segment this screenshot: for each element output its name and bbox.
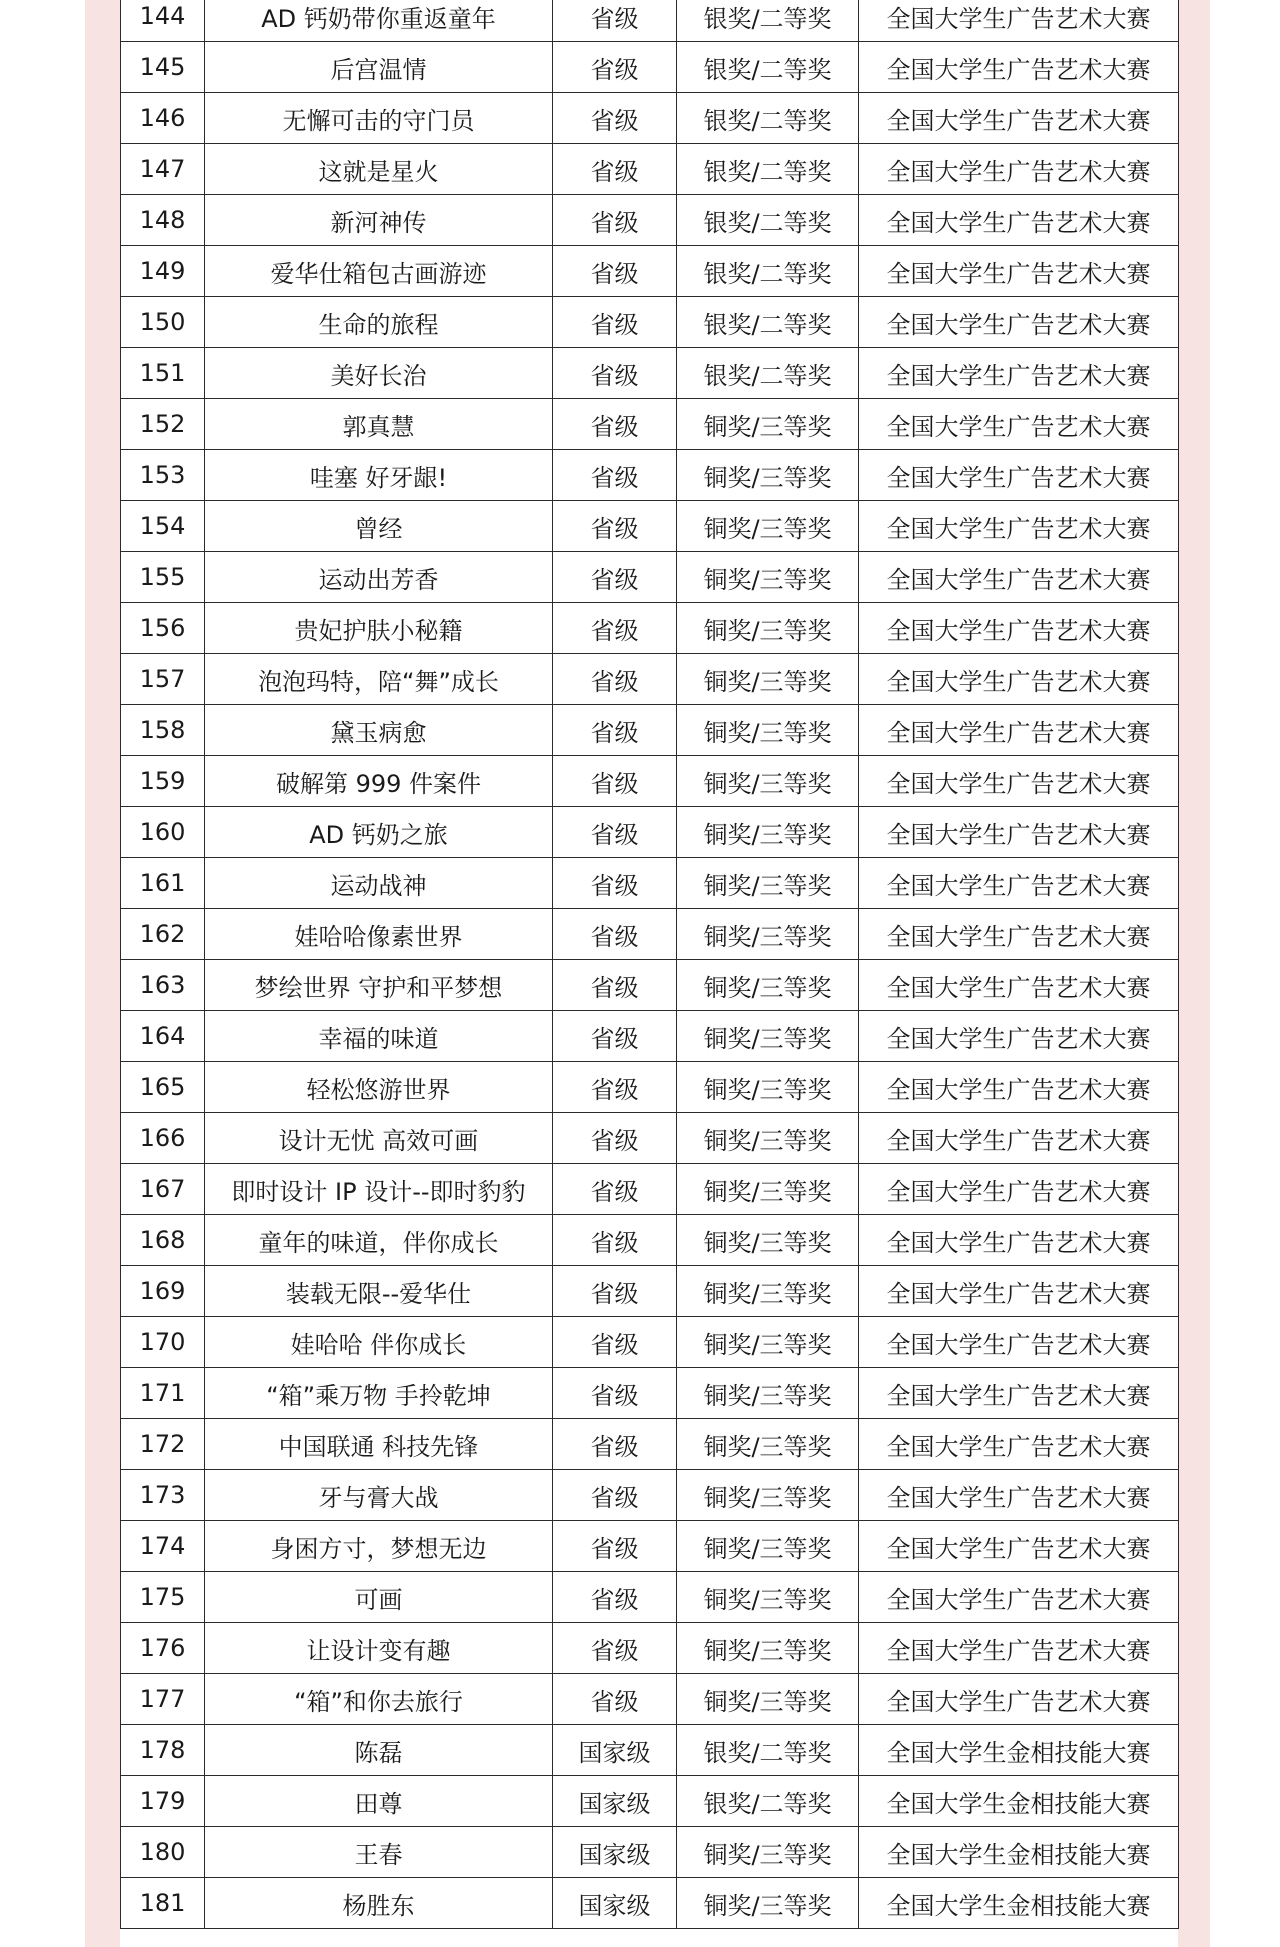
competition-cell: 全国大学生广告艺术大赛: [859, 1572, 1179, 1623]
competition-cell: 全国大学生广告艺术大赛: [859, 1011, 1179, 1062]
table-row: [121, 909, 1179, 960]
award-cell: 铜奖/三等奖: [677, 960, 859, 1011]
row-number-cell: 175: [121, 1572, 205, 1623]
level-cell: 省级: [553, 1419, 677, 1470]
competition-cell: 全国大学生广告艺术大赛: [859, 42, 1179, 93]
row-number-cell: 181: [121, 1878, 205, 1929]
table-row: [121, 1674, 1179, 1725]
competition-cell: 全国大学生广告艺术大赛: [859, 1368, 1179, 1419]
level-cell: 省级: [553, 654, 677, 705]
competition-cell: 全国大学生广告艺术大赛: [859, 93, 1179, 144]
award-cell: 银奖/二等奖: [677, 93, 859, 144]
level-cell: 省级: [553, 399, 677, 450]
work-title-cell: 童年的味道，伴你成长: [205, 1215, 553, 1266]
page-background: [85, 0, 1210, 1947]
awards-table: [120, 0, 1179, 1929]
work-title-cell: 设计无忧 高效可画: [205, 1113, 553, 1164]
award-cell: 铜奖/三等奖: [677, 756, 859, 807]
work-title-cell: 新河神传: [205, 195, 553, 246]
level-cell: 省级: [553, 603, 677, 654]
table-row: [121, 1215, 1179, 1266]
work-title-cell: “箱”乘万物 手拎乾坤: [205, 1368, 553, 1419]
table-row: [121, 42, 1179, 93]
competition-cell: 全国大学生广告艺术大赛: [859, 144, 1179, 195]
level-cell: 省级: [553, 756, 677, 807]
level-cell: 省级: [553, 144, 677, 195]
award-cell: 银奖/二等奖: [677, 144, 859, 195]
row-number-cell: 155: [121, 552, 205, 603]
competition-cell: 全国大学生广告艺术大赛: [859, 1521, 1179, 1572]
competition-cell: 全国大学生广告艺术大赛: [859, 909, 1179, 960]
row-number-cell: 163: [121, 960, 205, 1011]
row-number-cell: 177: [121, 1674, 205, 1725]
work-title-cell: 娃哈哈 伴你成长: [205, 1317, 553, 1368]
row-number-cell: 166: [121, 1113, 205, 1164]
table-row: [121, 348, 1179, 399]
table-row: [121, 603, 1179, 654]
work-title-cell: 陈磊: [205, 1725, 553, 1776]
table-row: [121, 297, 1179, 348]
competition-cell: 全国大学生广告艺术大赛: [859, 450, 1179, 501]
award-cell: 铜奖/三等奖: [677, 705, 859, 756]
level-cell: 省级: [553, 246, 677, 297]
competition-cell: 全国大学生广告艺术大赛: [859, 807, 1179, 858]
work-title-cell: 黛玉病愈: [205, 705, 553, 756]
row-number-cell: 174: [121, 1521, 205, 1572]
row-number-cell: 149: [121, 246, 205, 297]
award-cell: 铜奖/三等奖: [677, 552, 859, 603]
row-number-cell: 176: [121, 1623, 205, 1674]
competition-cell: 全国大学生广告艺术大赛: [859, 756, 1179, 807]
table-row: [121, 1011, 1179, 1062]
competition-cell: 全国大学生金相技能大赛: [859, 1725, 1179, 1776]
table-row: [121, 1113, 1179, 1164]
table-row: [121, 144, 1179, 195]
table-row: [121, 399, 1179, 450]
award-cell: 铜奖/三等奖: [677, 1623, 859, 1674]
table-row: [121, 1368, 1179, 1419]
table-row: [121, 1878, 1179, 1929]
row-number-cell: 170: [121, 1317, 205, 1368]
level-cell: 省级: [553, 1623, 677, 1674]
row-number-cell: 167: [121, 1164, 205, 1215]
award-cell: 铜奖/三等奖: [677, 1878, 859, 1929]
award-cell: 铜奖/三等奖: [677, 399, 859, 450]
work-title-cell: 装载无限--爱华仕: [205, 1266, 553, 1317]
work-title-cell: 中国联通 科技先锋: [205, 1419, 553, 1470]
award-cell: 银奖/二等奖: [677, 1776, 859, 1827]
work-title-cell: 娃哈哈像素世界: [205, 909, 553, 960]
award-cell: 铜奖/三等奖: [677, 1470, 859, 1521]
work-title-cell: 杨胜东: [205, 1878, 553, 1929]
table-row: [121, 1164, 1179, 1215]
table-row: [121, 1572, 1179, 1623]
competition-cell: 全国大学生广告艺术大赛: [859, 195, 1179, 246]
level-cell: 省级: [553, 1164, 677, 1215]
table-row: [121, 1266, 1179, 1317]
level-cell: 省级: [553, 1062, 677, 1113]
award-cell: 铜奖/三等奖: [677, 1368, 859, 1419]
competition-cell: 全国大学生广告艺术大赛: [859, 0, 1179, 42]
competition-cell: 全国大学生广告艺术大赛: [859, 1164, 1179, 1215]
competition-cell: 全国大学生广告艺术大赛: [859, 1419, 1179, 1470]
table-row: [121, 858, 1179, 909]
level-cell: 省级: [553, 348, 677, 399]
row-number-cell: 164: [121, 1011, 205, 1062]
row-number-cell: 147: [121, 144, 205, 195]
award-cell: 银奖/二等奖: [677, 195, 859, 246]
work-title-cell: 梦绘世界 守护和平梦想: [205, 960, 553, 1011]
work-title-cell: 哇塞 好牙龈!: [205, 450, 553, 501]
row-number-cell: 154: [121, 501, 205, 552]
award-cell: 铜奖/三等奖: [677, 1062, 859, 1113]
competition-cell: 全国大学生广告艺术大赛: [859, 1674, 1179, 1725]
work-title-cell: 后宫温情: [205, 42, 553, 93]
table-row: [121, 0, 1179, 42]
row-number-cell: 152: [121, 399, 205, 450]
award-cell: 银奖/二等奖: [677, 246, 859, 297]
level-cell: 省级: [553, 195, 677, 246]
table-row: [121, 450, 1179, 501]
work-title-cell: 让设计变有趣: [205, 1623, 553, 1674]
level-cell: 省级: [553, 297, 677, 348]
level-cell: 省级: [553, 501, 677, 552]
work-title-cell: 身困方寸，梦想无边: [205, 1521, 553, 1572]
award-cell: 银奖/二等奖: [677, 0, 859, 42]
award-cell: 铜奖/三等奖: [677, 654, 859, 705]
work-title-cell: 爱华仕箱包古画游迹: [205, 246, 553, 297]
awards-table-body: [121, 0, 1179, 1929]
competition-cell: 全国大学生广告艺术大赛: [859, 1623, 1179, 1674]
competition-cell: 全国大学生广告艺术大赛: [859, 603, 1179, 654]
row-number-cell: 165: [121, 1062, 205, 1113]
competition-cell: 全国大学生广告艺术大赛: [859, 1215, 1179, 1266]
level-cell: 省级: [553, 93, 677, 144]
row-number-cell: 159: [121, 756, 205, 807]
row-number-cell: 156: [121, 603, 205, 654]
work-title-cell: 破解第 999 件案件: [205, 756, 553, 807]
award-cell: 银奖/二等奖: [677, 348, 859, 399]
work-title-cell: 轻松悠游世界: [205, 1062, 553, 1113]
award-cell: 铜奖/三等奖: [677, 1572, 859, 1623]
work-title-cell: “箱”和你去旅行: [205, 1674, 553, 1725]
row-number-cell: 146: [121, 93, 205, 144]
table-row: [121, 1419, 1179, 1470]
table-row: [121, 1470, 1179, 1521]
level-cell: 省级: [553, 1521, 677, 1572]
competition-cell: 全国大学生金相技能大赛: [859, 1878, 1179, 1929]
row-number-cell: 144: [121, 0, 205, 42]
award-cell: 铜奖/三等奖: [677, 1266, 859, 1317]
competition-cell: 全国大学生广告艺术大赛: [859, 858, 1179, 909]
award-cell: 铜奖/三等奖: [677, 1521, 859, 1572]
table-row: [121, 1521, 1179, 1572]
competition-cell: 全国大学生广告艺术大赛: [859, 1470, 1179, 1521]
row-number-cell: 158: [121, 705, 205, 756]
work-title-cell: 郭真慧: [205, 399, 553, 450]
table-row: [121, 1317, 1179, 1368]
table-row: [121, 1623, 1179, 1674]
work-title-cell: 可画: [205, 1572, 553, 1623]
row-number-cell: 157: [121, 654, 205, 705]
table-row: [121, 1827, 1179, 1878]
row-number-cell: 178: [121, 1725, 205, 1776]
row-number-cell: 161: [121, 858, 205, 909]
level-cell: 省级: [553, 450, 677, 501]
work-title-cell: 美好长治: [205, 348, 553, 399]
table-row: [121, 654, 1179, 705]
work-title-cell: 运动出芳香: [205, 552, 553, 603]
level-cell: 省级: [553, 1011, 677, 1062]
award-cell: 铜奖/三等奖: [677, 1827, 859, 1878]
row-number-cell: 160: [121, 807, 205, 858]
work-title-cell: 牙与膏大战: [205, 1470, 553, 1521]
level-cell: 省级: [553, 1317, 677, 1368]
award-cell: 铜奖/三等奖: [677, 1317, 859, 1368]
level-cell: 省级: [553, 1368, 677, 1419]
level-cell: 省级: [553, 807, 677, 858]
competition-cell: 全国大学生广告艺术大赛: [859, 1266, 1179, 1317]
award-cell: 铜奖/三等奖: [677, 909, 859, 960]
award-cell: 铜奖/三等奖: [677, 807, 859, 858]
table-row: [121, 1776, 1179, 1827]
work-title-cell: 王春: [205, 1827, 553, 1878]
table-row: [121, 246, 1179, 297]
level-cell: 省级: [553, 552, 677, 603]
level-cell: 省级: [553, 960, 677, 1011]
award-cell: 银奖/二等奖: [677, 42, 859, 93]
table-row: [121, 960, 1179, 1011]
competition-cell: 全国大学生广告艺术大赛: [859, 1113, 1179, 1164]
level-cell: 国家级: [553, 1827, 677, 1878]
level-cell: 国家级: [553, 1776, 677, 1827]
level-cell: 省级: [553, 0, 677, 42]
row-number-cell: 172: [121, 1419, 205, 1470]
document-sheet: [120, 0, 1178, 1947]
award-cell: 铜奖/三等奖: [677, 1011, 859, 1062]
row-number-cell: 153: [121, 450, 205, 501]
work-title-cell: 这就是星火: [205, 144, 553, 195]
row-number-cell: 169: [121, 1266, 205, 1317]
row-number-cell: 145: [121, 42, 205, 93]
competition-cell: 全国大学生广告艺术大赛: [859, 654, 1179, 705]
level-cell: 省级: [553, 1470, 677, 1521]
award-cell: 铜奖/三等奖: [677, 603, 859, 654]
competition-cell: 全国大学生广告艺术大赛: [859, 1062, 1179, 1113]
award-cell: 铜奖/三等奖: [677, 501, 859, 552]
award-cell: 铜奖/三等奖: [677, 858, 859, 909]
table-row: [121, 1062, 1179, 1113]
row-number-cell: 151: [121, 348, 205, 399]
competition-cell: 全国大学生广告艺术大赛: [859, 501, 1179, 552]
work-title-cell: 幸福的味道: [205, 1011, 553, 1062]
work-title-cell: 泡泡玛特，陪“舞”成长: [205, 654, 553, 705]
award-cell: 铜奖/三等奖: [677, 450, 859, 501]
award-cell: 银奖/二等奖: [677, 297, 859, 348]
work-title-cell: 田尊: [205, 1776, 553, 1827]
competition-cell: 全国大学生广告艺术大赛: [859, 960, 1179, 1011]
competition-cell: 全国大学生广告艺术大赛: [859, 399, 1179, 450]
level-cell: 省级: [553, 705, 677, 756]
table-row: [121, 1725, 1179, 1776]
row-number-cell: 179: [121, 1776, 205, 1827]
award-cell: 铜奖/三等奖: [677, 1674, 859, 1725]
competition-cell: 全国大学生广告艺术大赛: [859, 246, 1179, 297]
work-title-cell: 运动战神: [205, 858, 553, 909]
work-title-cell: 即时设计 IP 设计--即时豹豹: [205, 1164, 553, 1215]
table-row: [121, 501, 1179, 552]
competition-cell: 全国大学生广告艺术大赛: [859, 552, 1179, 603]
row-number-cell: 173: [121, 1470, 205, 1521]
row-number-cell: 171: [121, 1368, 205, 1419]
table-row: [121, 807, 1179, 858]
work-title-cell: 曾经: [205, 501, 553, 552]
competition-cell: 全国大学生广告艺术大赛: [859, 297, 1179, 348]
work-title-cell: AD 钙奶之旅: [205, 807, 553, 858]
work-title-cell: 生命的旅程: [205, 297, 553, 348]
table-row: [121, 93, 1179, 144]
level-cell: 省级: [553, 1266, 677, 1317]
award-cell: 铜奖/三等奖: [677, 1215, 859, 1266]
row-number-cell: 148: [121, 195, 205, 246]
level-cell: 省级: [553, 1215, 677, 1266]
work-title-cell: 贵妃护肤小秘籍: [205, 603, 553, 654]
competition-cell: 全国大学生广告艺术大赛: [859, 1317, 1179, 1368]
competition-cell: 全国大学生金相技能大赛: [859, 1827, 1179, 1878]
table-row: [121, 705, 1179, 756]
level-cell: 省级: [553, 1113, 677, 1164]
level-cell: 国家级: [553, 1725, 677, 1776]
row-number-cell: 180: [121, 1827, 205, 1878]
competition-cell: 全国大学生广告艺术大赛: [859, 705, 1179, 756]
level-cell: 省级: [553, 42, 677, 93]
work-title-cell: AD 钙奶带你重返童年: [205, 0, 553, 42]
level-cell: 省级: [553, 858, 677, 909]
table-row: [121, 552, 1179, 603]
row-number-cell: 162: [121, 909, 205, 960]
level-cell: 省级: [553, 909, 677, 960]
work-title-cell: 无懈可击的守门员: [205, 93, 553, 144]
row-number-cell: 150: [121, 297, 205, 348]
table-row: [121, 195, 1179, 246]
row-number-cell: 168: [121, 1215, 205, 1266]
level-cell: 国家级: [553, 1878, 677, 1929]
award-cell: 银奖/二等奖: [677, 1725, 859, 1776]
table-row: [121, 756, 1179, 807]
competition-cell: 全国大学生广告艺术大赛: [859, 348, 1179, 399]
award-cell: 铜奖/三等奖: [677, 1419, 859, 1470]
competition-cell: 全国大学生金相技能大赛: [859, 1776, 1179, 1827]
award-cell: 铜奖/三等奖: [677, 1164, 859, 1215]
level-cell: 省级: [553, 1572, 677, 1623]
award-cell: 铜奖/三等奖: [677, 1113, 859, 1164]
level-cell: 省级: [553, 1674, 677, 1725]
